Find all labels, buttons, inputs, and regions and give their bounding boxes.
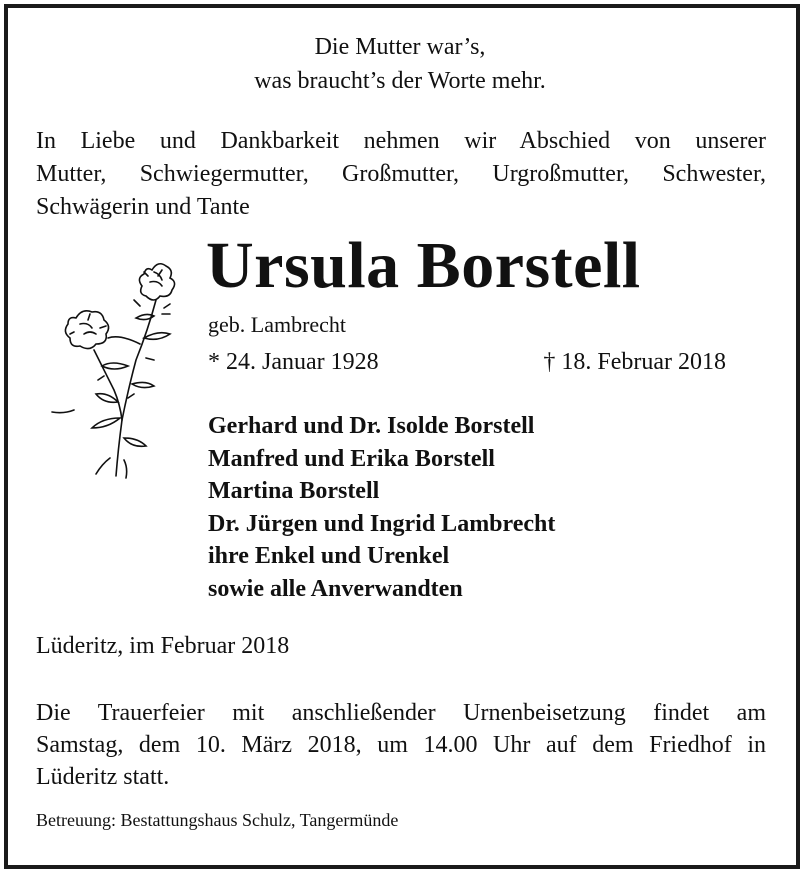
- death-date: † 18. Februar 2018: [543, 349, 726, 375]
- motto-line-1: Die Mutter war’s,: [314, 34, 486, 60]
- intro-line-1: In Liebe und Dankbarkeit nehmen wir Abschied von unserer: [36, 128, 766, 154]
- mourner-line: Manfred und Erika Borstell: [208, 445, 495, 472]
- ceremony-line-3: Lüderitz statt.: [36, 764, 170, 790]
- intro-line-3: Schwägerin und Tante: [36, 194, 250, 220]
- funeral-home-credit: Betreuung: Bestattungshaus Schulz, Tangermünde: [36, 810, 399, 830]
- deceased-name: Ursula Borstell: [206, 229, 641, 302]
- motto: [0, 30, 800, 98]
- mourner-line: Dr. Jürgen und Ingrid Lambrecht: [208, 510, 556, 537]
- motto-line-2: was braucht’s der Worte mehr.: [254, 68, 546, 94]
- birth-date: * 24. Januar 1928: [208, 349, 379, 375]
- mourner-line: sowie alle Anverwandten: [208, 575, 463, 602]
- ceremony-line-1: Die Trauerfeier mit anschließender Urnenbeisetzung findet am: [36, 700, 766, 726]
- place-date: Lüderitz, im Februar 2018: [36, 633, 290, 659]
- maiden-name: geb. Lambrecht: [208, 312, 347, 337]
- mourner-line: Martina Borstell: [208, 478, 380, 504]
- mourner-line: ihre Enkel und Urenkel: [208, 543, 450, 569]
- ceremony-info: [36, 697, 766, 793]
- mourner-line: Gerhard und Dr. Isolde Borstell: [208, 413, 535, 439]
- carnation-flower-icon: [44, 248, 194, 480]
- intro-text: [36, 125, 766, 224]
- intro-line-2: Mutter, Schwiegermutter, Großmutter, Urgroßmutter, Schwester,: [36, 161, 766, 187]
- mourners-list: [208, 410, 555, 605]
- ceremony-line-2: Samstag, dem 10. März 2018, um 14.00 Uhr auf dem Friedhof in: [36, 732, 766, 758]
